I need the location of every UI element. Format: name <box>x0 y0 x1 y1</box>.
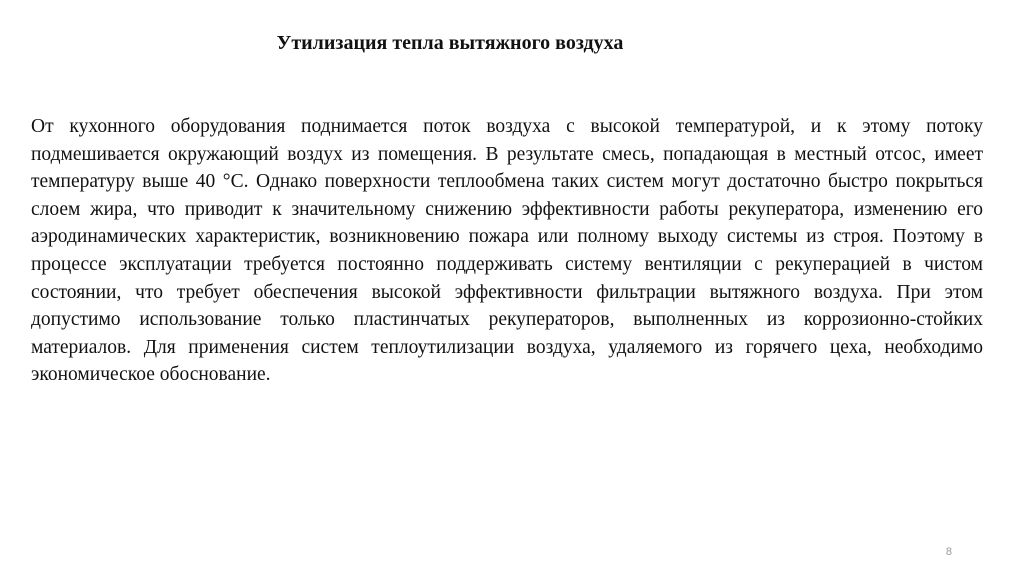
slide-body-text: От кухонного оборудования поднимается поток воздуха с высокой температурой, и к этому потоку подмешивается окружающий воздух из помещения. В результате смесь, попадающая в местный отсос, имеет температуру выше 40 °C. Однако поверхности теплообмена таких систем могут достаточно быстро покрыться слоем жира, что приводит к значительному снижению эффективности работы рекуператора, изменению его аэродинамических характеристик, возникновению пожара или полному выходу системы из строя. Поэтому в процессе эксплуатации требуется постоянно поддерживать систему вентиляции с рекуперацией в чистом состоянии, что требует обеспечения высокой эффективности фильтрации вытяжного воздуха. При этом допустимо использование только пластинчатых рекуператоров, выполненных из коррозионно-стойких материалов. Для применения систем теплоутилизации воздуха, удаляемого из горячего цеха, необходимо экономическое обоснование. <box>31 116 983 386</box>
slide-title: Утилизация тепла вытяжного воздуха <box>276 32 624 54</box>
page-number: 8 <box>945 546 952 558</box>
